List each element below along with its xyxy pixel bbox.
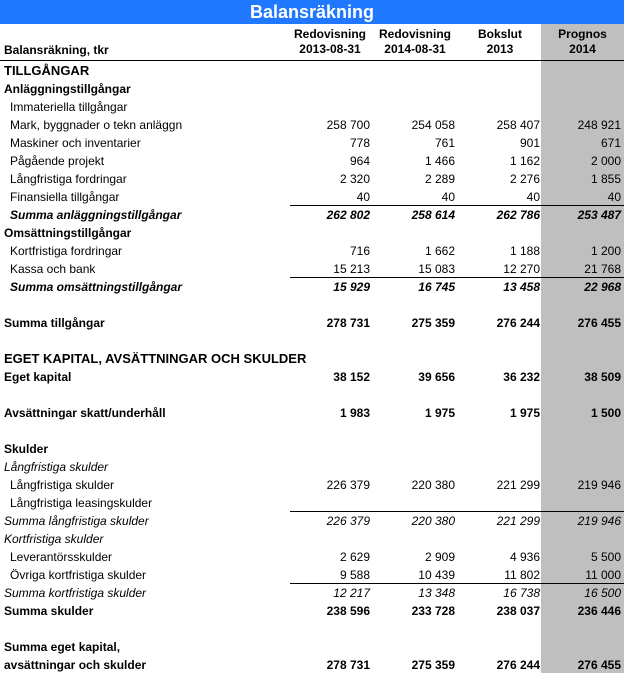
cell-col-4: 253 487 xyxy=(577,208,621,222)
cell-col-4: 16 500 xyxy=(584,586,621,600)
cell-col-3: 1 188 xyxy=(509,244,540,258)
cell-col-2: 254 058 xyxy=(411,118,455,132)
row-label: avsättningar och skulder xyxy=(4,658,147,672)
cell-col-3: 2 276 xyxy=(509,172,540,186)
table-row xyxy=(0,170,624,188)
cell-col-2: 275 359 xyxy=(411,316,455,330)
cell-col-2: 1 662 xyxy=(424,244,455,258)
table-row xyxy=(0,530,624,548)
cell-col-3: 4 936 xyxy=(509,550,540,564)
table-row xyxy=(0,350,624,368)
cell-col-3: 258 407 xyxy=(496,118,540,132)
row-label: Skulder xyxy=(4,442,49,456)
cell-col-2: 10 439 xyxy=(418,568,455,582)
row-label: Eget kapital xyxy=(4,370,72,384)
row-label: Leverantörsskulder xyxy=(10,550,113,564)
column-header-4: Prognos 2014 xyxy=(558,27,607,56)
table-row xyxy=(0,134,624,152)
row-label: Omsättningstillgångar xyxy=(4,226,132,240)
row-label: Långfristiga skulder xyxy=(10,478,115,492)
subtotal-rule xyxy=(290,511,624,512)
table-row xyxy=(0,494,624,512)
row-label: Summa anläggningstillgångar xyxy=(10,208,182,222)
table-row xyxy=(0,368,624,386)
table-row xyxy=(0,206,624,224)
cell-col-4: 219 946 xyxy=(577,478,621,492)
table-row xyxy=(0,278,624,296)
cell-col-4: 276 455 xyxy=(577,658,621,672)
table-row xyxy=(0,656,624,674)
cell-col-2: 15 083 xyxy=(418,262,455,276)
row-label: Summa långfristiga skulder xyxy=(4,514,149,528)
cell-col-2: 1 975 xyxy=(424,406,455,420)
cell-col-1: 2 320 xyxy=(339,172,370,186)
row-label: Kortfristiga fordringar xyxy=(10,244,123,258)
cell-col-3: 16 738 xyxy=(503,586,540,600)
cell-col-1: 262 802 xyxy=(326,208,370,222)
column-header-2: Redovisning 2014-08-31 xyxy=(378,27,451,56)
cell-col-4: 1 500 xyxy=(590,406,621,420)
cell-col-4: 22 968 xyxy=(584,280,621,294)
cell-col-3: 221 299 xyxy=(496,514,540,528)
table-row xyxy=(0,152,624,170)
cell-col-4: 1 200 xyxy=(590,244,621,258)
row-label: Summa kortfristiga skulder xyxy=(4,586,147,600)
cell-col-2: 233 728 xyxy=(411,604,455,618)
cell-col-1: 226 379 xyxy=(326,478,370,492)
cell-col-2: 39 656 xyxy=(418,370,455,384)
cell-col-3: 1 162 xyxy=(509,154,540,168)
cell-col-4: 38 509 xyxy=(584,370,621,384)
cell-col-4: 236 446 xyxy=(577,604,621,618)
table-row xyxy=(0,404,624,422)
cell-col-2: 1 466 xyxy=(424,154,455,168)
table-row xyxy=(0,62,624,80)
row-label: Kortfristiga skulder xyxy=(4,532,104,546)
cell-col-2: 761 xyxy=(434,136,455,150)
cell-col-1: 778 xyxy=(349,136,370,150)
row-label: Avsättningar skatt/underhåll xyxy=(4,406,166,420)
cell-col-1: 40 xyxy=(356,190,370,204)
table-row xyxy=(0,188,624,206)
table-row xyxy=(0,584,624,602)
cell-col-1: 2 629 xyxy=(339,550,370,564)
cell-col-1: 226 379 xyxy=(326,514,370,528)
cell-col-4: 11 000 xyxy=(585,568,621,582)
row-label: Långfristiga leasingskulder xyxy=(10,496,153,510)
cell-col-2: 258 614 xyxy=(411,208,455,222)
column-header-1: Redovisning 2013-08-31 xyxy=(293,27,366,56)
row-label: Övriga kortfristiga skulder xyxy=(10,568,147,582)
subtotal-rule xyxy=(290,277,624,278)
cell-col-3: 40 xyxy=(526,190,540,204)
table-row xyxy=(0,566,624,584)
cell-col-2: 40 xyxy=(441,190,455,204)
cell-col-2: 275 359 xyxy=(411,658,455,672)
row-label: Finansiella tillgångar xyxy=(10,190,120,204)
row-label: Summa eget kapital, xyxy=(4,640,121,654)
cell-col-2: 16 745 xyxy=(418,280,455,294)
cell-col-4: 671 xyxy=(600,136,621,150)
cell-col-2: 220 380 xyxy=(411,478,455,492)
row-label: Långfristiga fordringar xyxy=(10,172,127,186)
column-header-3: Bokslut 2013 xyxy=(477,27,522,56)
row-label: TILLGÅNGAR xyxy=(4,63,90,78)
row-label: EGET KAPITAL, AVSÄTTNINGAR OCH SKULDER xyxy=(4,351,307,366)
cell-col-1: 964 xyxy=(349,154,370,168)
cell-col-2: 2 909 xyxy=(424,550,455,564)
cell-col-1: 12 217 xyxy=(333,586,370,600)
cell-col-2: 2 289 xyxy=(424,172,455,186)
row-label: Pågående projekt xyxy=(10,154,105,168)
cell-col-1: 1 983 xyxy=(339,406,370,420)
table-row xyxy=(0,98,624,116)
row-label: Mark, byggnader o tekn anläggn xyxy=(10,118,183,132)
cell-col-3: 12 270 xyxy=(503,262,540,276)
table-row xyxy=(0,476,624,494)
cell-col-1: 15 929 xyxy=(333,280,370,294)
cell-col-3: 221 299 xyxy=(496,478,540,492)
cell-col-3: 238 037 xyxy=(496,604,540,618)
cell-col-4: 21 768 xyxy=(584,262,621,276)
row-label: Summa omsättningstillgångar xyxy=(10,280,183,294)
cell-col-3: 36 232 xyxy=(503,370,540,384)
table-row xyxy=(0,458,624,476)
subtotal-rule xyxy=(290,583,624,584)
cell-col-3: 1 975 xyxy=(509,406,540,420)
cell-col-4: 276 455 xyxy=(577,316,621,330)
cell-col-1: 9 588 xyxy=(339,568,370,582)
cell-col-1: 278 731 xyxy=(326,316,370,330)
cell-col-1: 716 xyxy=(349,244,370,258)
table-row xyxy=(0,512,624,530)
cell-col-2: 13 348 xyxy=(418,586,455,600)
cell-col-4: 2 000 xyxy=(590,154,621,168)
table-row xyxy=(0,260,624,278)
cell-col-3: 276 244 xyxy=(496,658,540,672)
header-divider xyxy=(0,60,624,61)
table-row xyxy=(0,242,624,260)
cell-col-4: 219 946 xyxy=(577,514,621,528)
table-row xyxy=(0,314,624,332)
table-row xyxy=(0,602,624,620)
sheet-title: Balansräkning xyxy=(0,0,624,24)
table-row xyxy=(0,548,624,566)
row-label: Långfristiga skulder xyxy=(4,460,109,474)
cell-col-2: 220 380 xyxy=(411,514,455,528)
cell-col-3: 11 802 xyxy=(504,568,540,582)
cell-col-4: 5 500 xyxy=(590,550,621,564)
header-label: Balansräkning, tkr xyxy=(4,43,109,57)
cell-col-1: 238 596 xyxy=(326,604,370,618)
cell-col-4: 248 921 xyxy=(577,118,621,132)
table-row xyxy=(0,116,624,134)
table-row xyxy=(0,440,624,458)
row-label: Summa tillgångar xyxy=(4,316,105,330)
row-label: Maskiner och inventarier xyxy=(10,136,141,150)
cell-col-4: 40 xyxy=(607,190,621,204)
row-label: Summa skulder xyxy=(4,604,94,618)
cell-col-1: 278 731 xyxy=(326,658,370,672)
cell-col-4: 1 855 xyxy=(590,172,621,186)
row-label: Kassa och bank xyxy=(10,262,96,276)
row-label: Immateriella tillgångar xyxy=(10,100,128,114)
cell-col-1: 258 700 xyxy=(326,118,370,132)
table-row xyxy=(0,224,624,242)
table-row xyxy=(0,638,624,656)
cell-col-3: 276 244 xyxy=(496,316,540,330)
cell-col-3: 901 xyxy=(519,136,540,150)
subtotal-rule xyxy=(290,205,624,206)
cell-col-3: 262 786 xyxy=(496,208,540,222)
cell-col-1: 38 152 xyxy=(333,370,370,384)
table-row xyxy=(0,80,624,98)
cell-col-1: 15 213 xyxy=(333,262,370,276)
cell-col-3: 13 458 xyxy=(503,280,540,294)
row-label: Anläggningstillgångar xyxy=(4,82,131,96)
